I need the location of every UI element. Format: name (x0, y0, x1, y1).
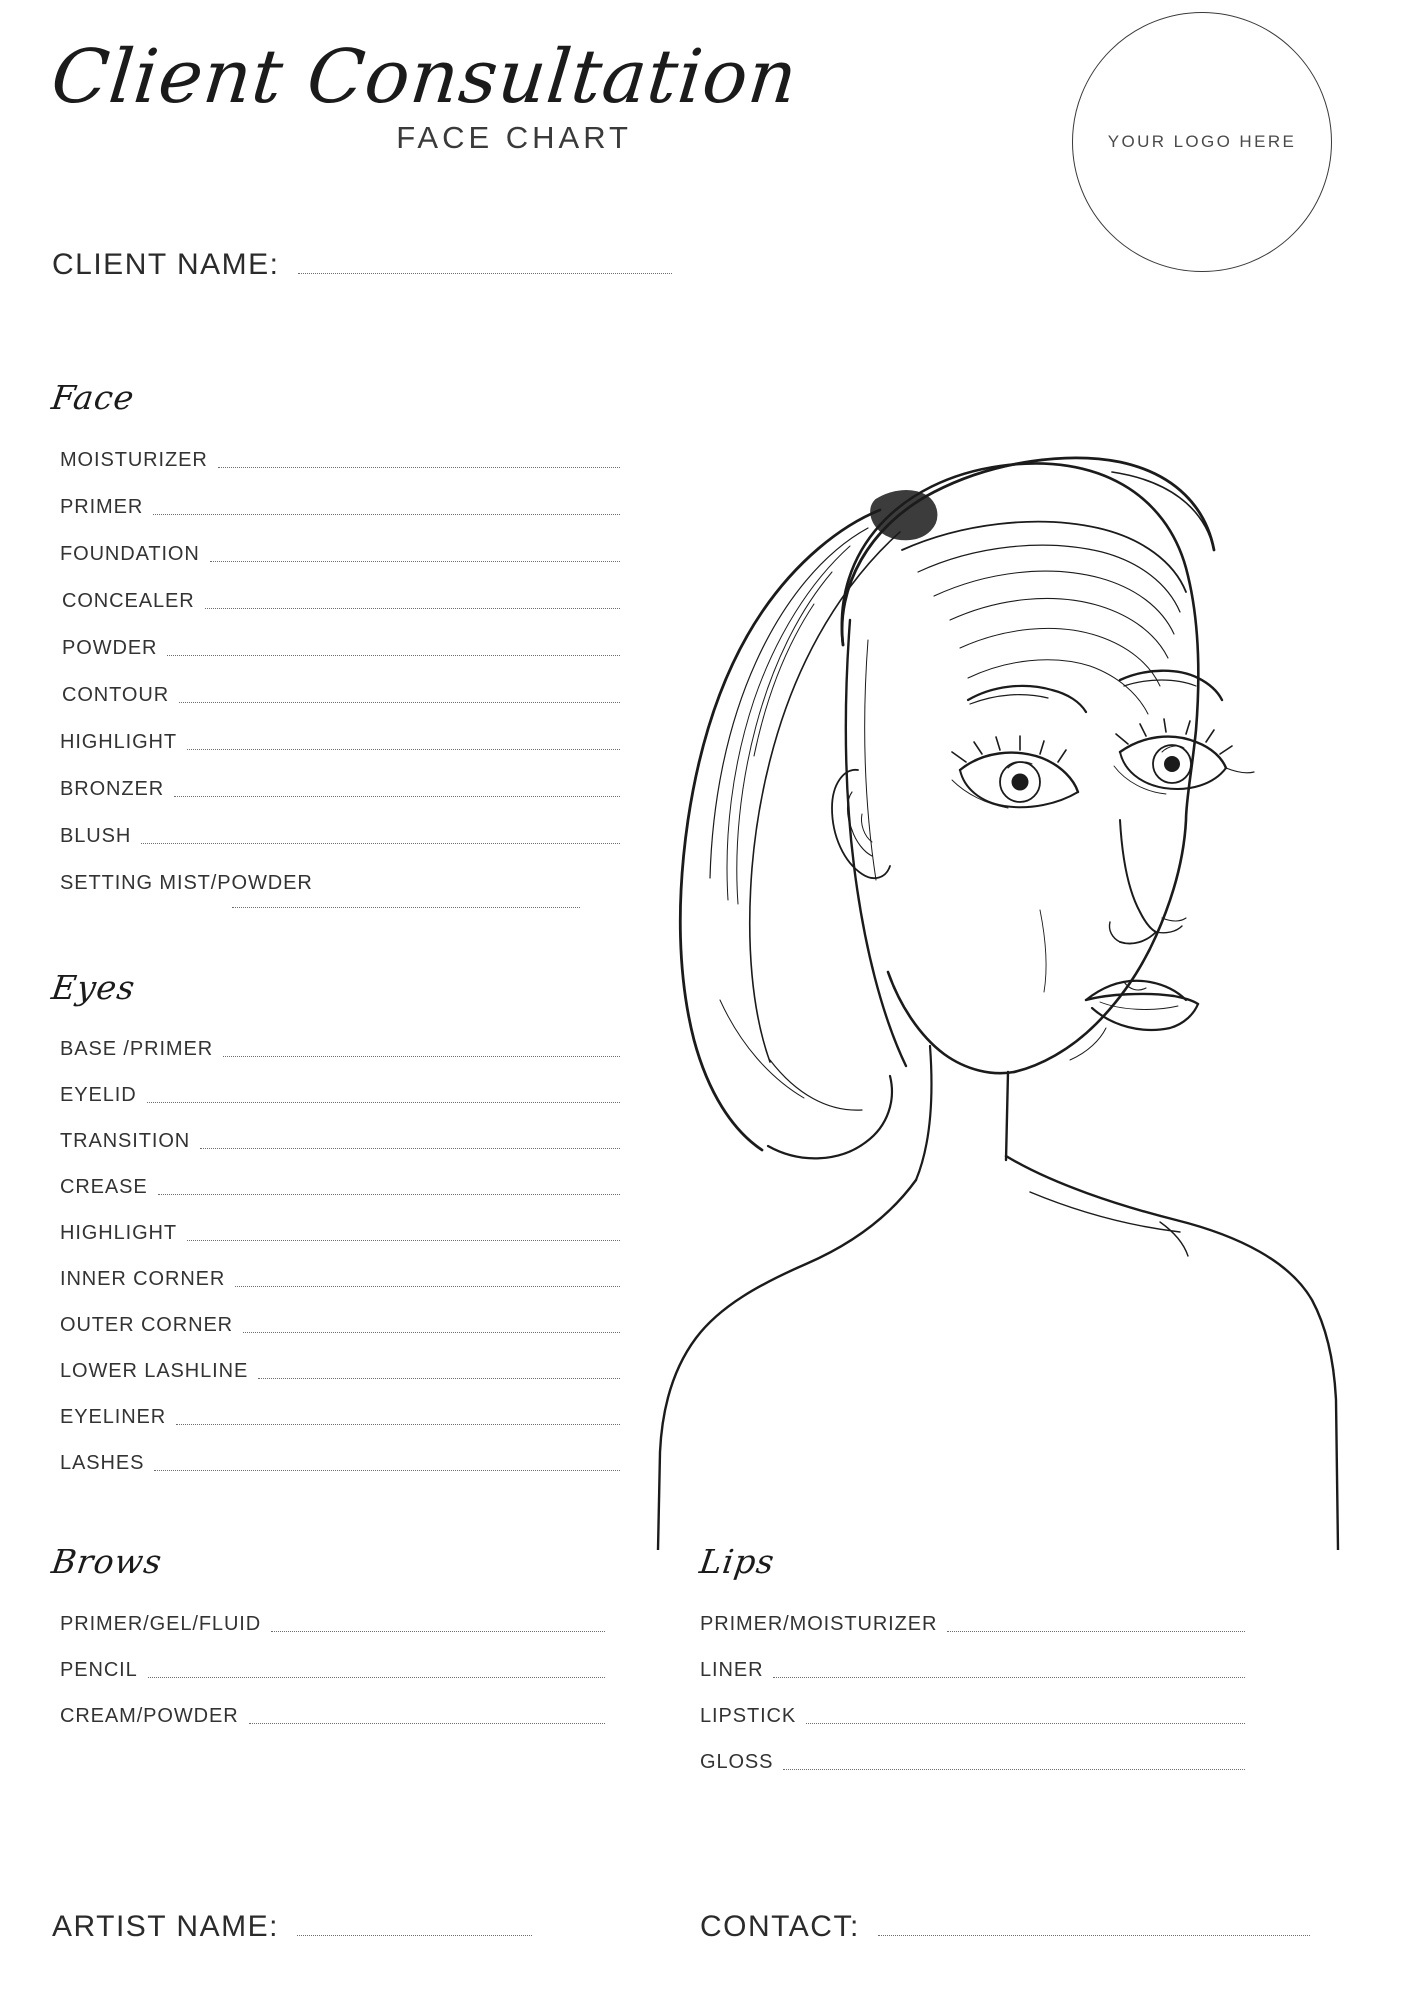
field-input-lips-liner[interactable] (773, 1677, 1245, 1678)
contact-row (700, 1910, 1310, 1944)
field-input-highlight[interactable] (187, 749, 620, 750)
field-row-bronzer (60, 759, 620, 801)
field-row-base-primer (60, 1020, 620, 1061)
field-input-brows-primer-gel-fluid[interactable] (271, 1631, 605, 1632)
field-label: LASHES (60, 1452, 145, 1474)
field-label: HIGHLIGHT (60, 1222, 177, 1244)
field-row-blush (60, 806, 620, 848)
field-label: PENCIL (60, 1659, 138, 1681)
field-row-gloss (700, 1733, 1245, 1774)
artist-name-input[interactable] (297, 1935, 532, 1936)
field-row-setting-mist-powder (60, 853, 620, 895)
logo-placeholder-label: YOUR LOGO HERE (1107, 132, 1297, 151)
field-input-inner-corner[interactable] (235, 1286, 620, 1287)
page-title (47, 34, 802, 156)
field-row-outer-corner (60, 1296, 620, 1337)
title-subtitle: FACE CHART (396, 120, 632, 155)
field-row-brows-primer-gel-fluid (60, 1595, 605, 1636)
field-input-setting-mist-powder[interactable] (232, 907, 580, 908)
field-input-contour[interactable] (179, 702, 620, 703)
field-label: HIGHLIGHT (60, 731, 177, 753)
client-name-label: CLIENT NAME: (52, 248, 280, 281)
field-input-primer[interactable] (153, 514, 620, 515)
field-input-gloss[interactable] (783, 1769, 1245, 1770)
field-row-moisturizer (60, 430, 620, 472)
face-field-list (60, 430, 620, 908)
field-input-lips-primer-moisturizer[interactable] (947, 1631, 1245, 1632)
field-label: TRANSITION (60, 1130, 191, 1152)
contact-label: CONTACT: (700, 1910, 860, 1943)
client-name-row (52, 248, 672, 282)
field-row-inner-corner (60, 1250, 620, 1291)
section-heading-face: Face (49, 378, 138, 417)
field-row-lashes (60, 1434, 620, 1475)
logo-placeholder[interactable] (1072, 12, 1332, 272)
artist-name-label: ARTIST NAME: (52, 1910, 279, 1943)
field-row-foundation (60, 524, 620, 566)
field-row-brows-pencil (60, 1641, 605, 1682)
field-row-lips-liner (700, 1641, 1245, 1682)
field-input-transition[interactable] (200, 1148, 620, 1149)
eyes-field-list (60, 1020, 620, 1480)
field-row-concealer (60, 571, 620, 613)
field-label: EYELID (60, 1084, 137, 1106)
field-row-lips-primer-moisturizer (700, 1595, 1245, 1636)
field-input-bronzer[interactable] (174, 796, 620, 797)
field-label: POWDER (62, 637, 158, 659)
field-input-outer-corner[interactable] (243, 1332, 620, 1333)
field-input-eyelid[interactable] (147, 1102, 620, 1103)
field-input-lower-lashline[interactable] (258, 1378, 620, 1379)
field-label: CREAM/POWDER (60, 1705, 239, 1727)
field-label: OUTER CORNER (60, 1314, 234, 1336)
field-row-eyelid (60, 1066, 620, 1107)
field-row-primer (60, 477, 620, 519)
field-label: INNER CORNER (60, 1268, 226, 1290)
field-input-concealer[interactable] (205, 608, 620, 609)
field-label: MOISTURIZER (60, 449, 208, 471)
field-row-contour (60, 665, 620, 707)
client-name-input[interactable] (298, 273, 673, 274)
field-label: CONCEALER (62, 590, 195, 612)
brows-field-list (60, 1595, 605, 1733)
section-heading-lips: Lips (697, 1542, 778, 1581)
field-input-eyes-highlight[interactable] (187, 1240, 620, 1241)
field-label: PRIMER/MOISTURIZER (700, 1613, 938, 1635)
title-script: Client Consultation (47, 34, 802, 120)
field-label: PRIMER (60, 496, 144, 518)
field-input-foundation[interactable] (210, 561, 620, 562)
field-label: CREASE (60, 1176, 148, 1198)
field-row-lower-lashline (60, 1342, 620, 1383)
artist-name-row (52, 1910, 532, 1944)
contact-input[interactable] (878, 1935, 1310, 1936)
field-input-base-primer[interactable] (223, 1056, 620, 1057)
section-heading-brows: Brows (49, 1542, 165, 1581)
field-label: BLUSH (60, 825, 132, 847)
field-input-brows-pencil[interactable] (148, 1677, 605, 1678)
field-row-lipstick (700, 1687, 1245, 1728)
field-input-lipstick[interactable] (806, 1723, 1245, 1724)
field-row-transition (60, 1112, 620, 1153)
field-label: FOUNDATION (60, 543, 200, 565)
field-row-eyes-highlight (60, 1204, 620, 1245)
field-row-brows-cream-powder (60, 1687, 605, 1728)
field-label: PRIMER/GEL/FLUID (60, 1613, 262, 1635)
field-label: LIPSTICK (700, 1705, 797, 1727)
field-input-moisturizer[interactable] (218, 467, 620, 468)
field-input-crease[interactable] (158, 1194, 620, 1195)
field-label: GLOSS (700, 1751, 774, 1773)
field-label: BRONZER (60, 778, 165, 800)
field-row-eyeliner (60, 1388, 620, 1429)
field-label: CONTOUR (62, 684, 170, 706)
field-label: BASE /PRIMER (60, 1038, 214, 1060)
field-input-eyeliner[interactable] (176, 1424, 620, 1425)
field-input-blush[interactable] (141, 843, 620, 844)
field-input-brows-cream-powder[interactable] (249, 1723, 605, 1724)
field-row-powder (60, 618, 620, 660)
field-row-highlight (60, 712, 620, 754)
section-heading-eyes: Eyes (49, 968, 138, 1007)
field-input-lashes[interactable] (154, 1470, 620, 1471)
female-face-portrait-illustration (600, 300, 1400, 1550)
field-label: LOWER LASHLINE (60, 1360, 249, 1382)
lips-field-list (700, 1595, 1245, 1779)
field-label: EYELINER (60, 1406, 167, 1428)
field-label: SETTING MIST/POWDER (60, 872, 313, 894)
field-row-crease (60, 1158, 620, 1199)
field-label: LINER (700, 1659, 764, 1681)
field-input-powder[interactable] (167, 655, 620, 656)
